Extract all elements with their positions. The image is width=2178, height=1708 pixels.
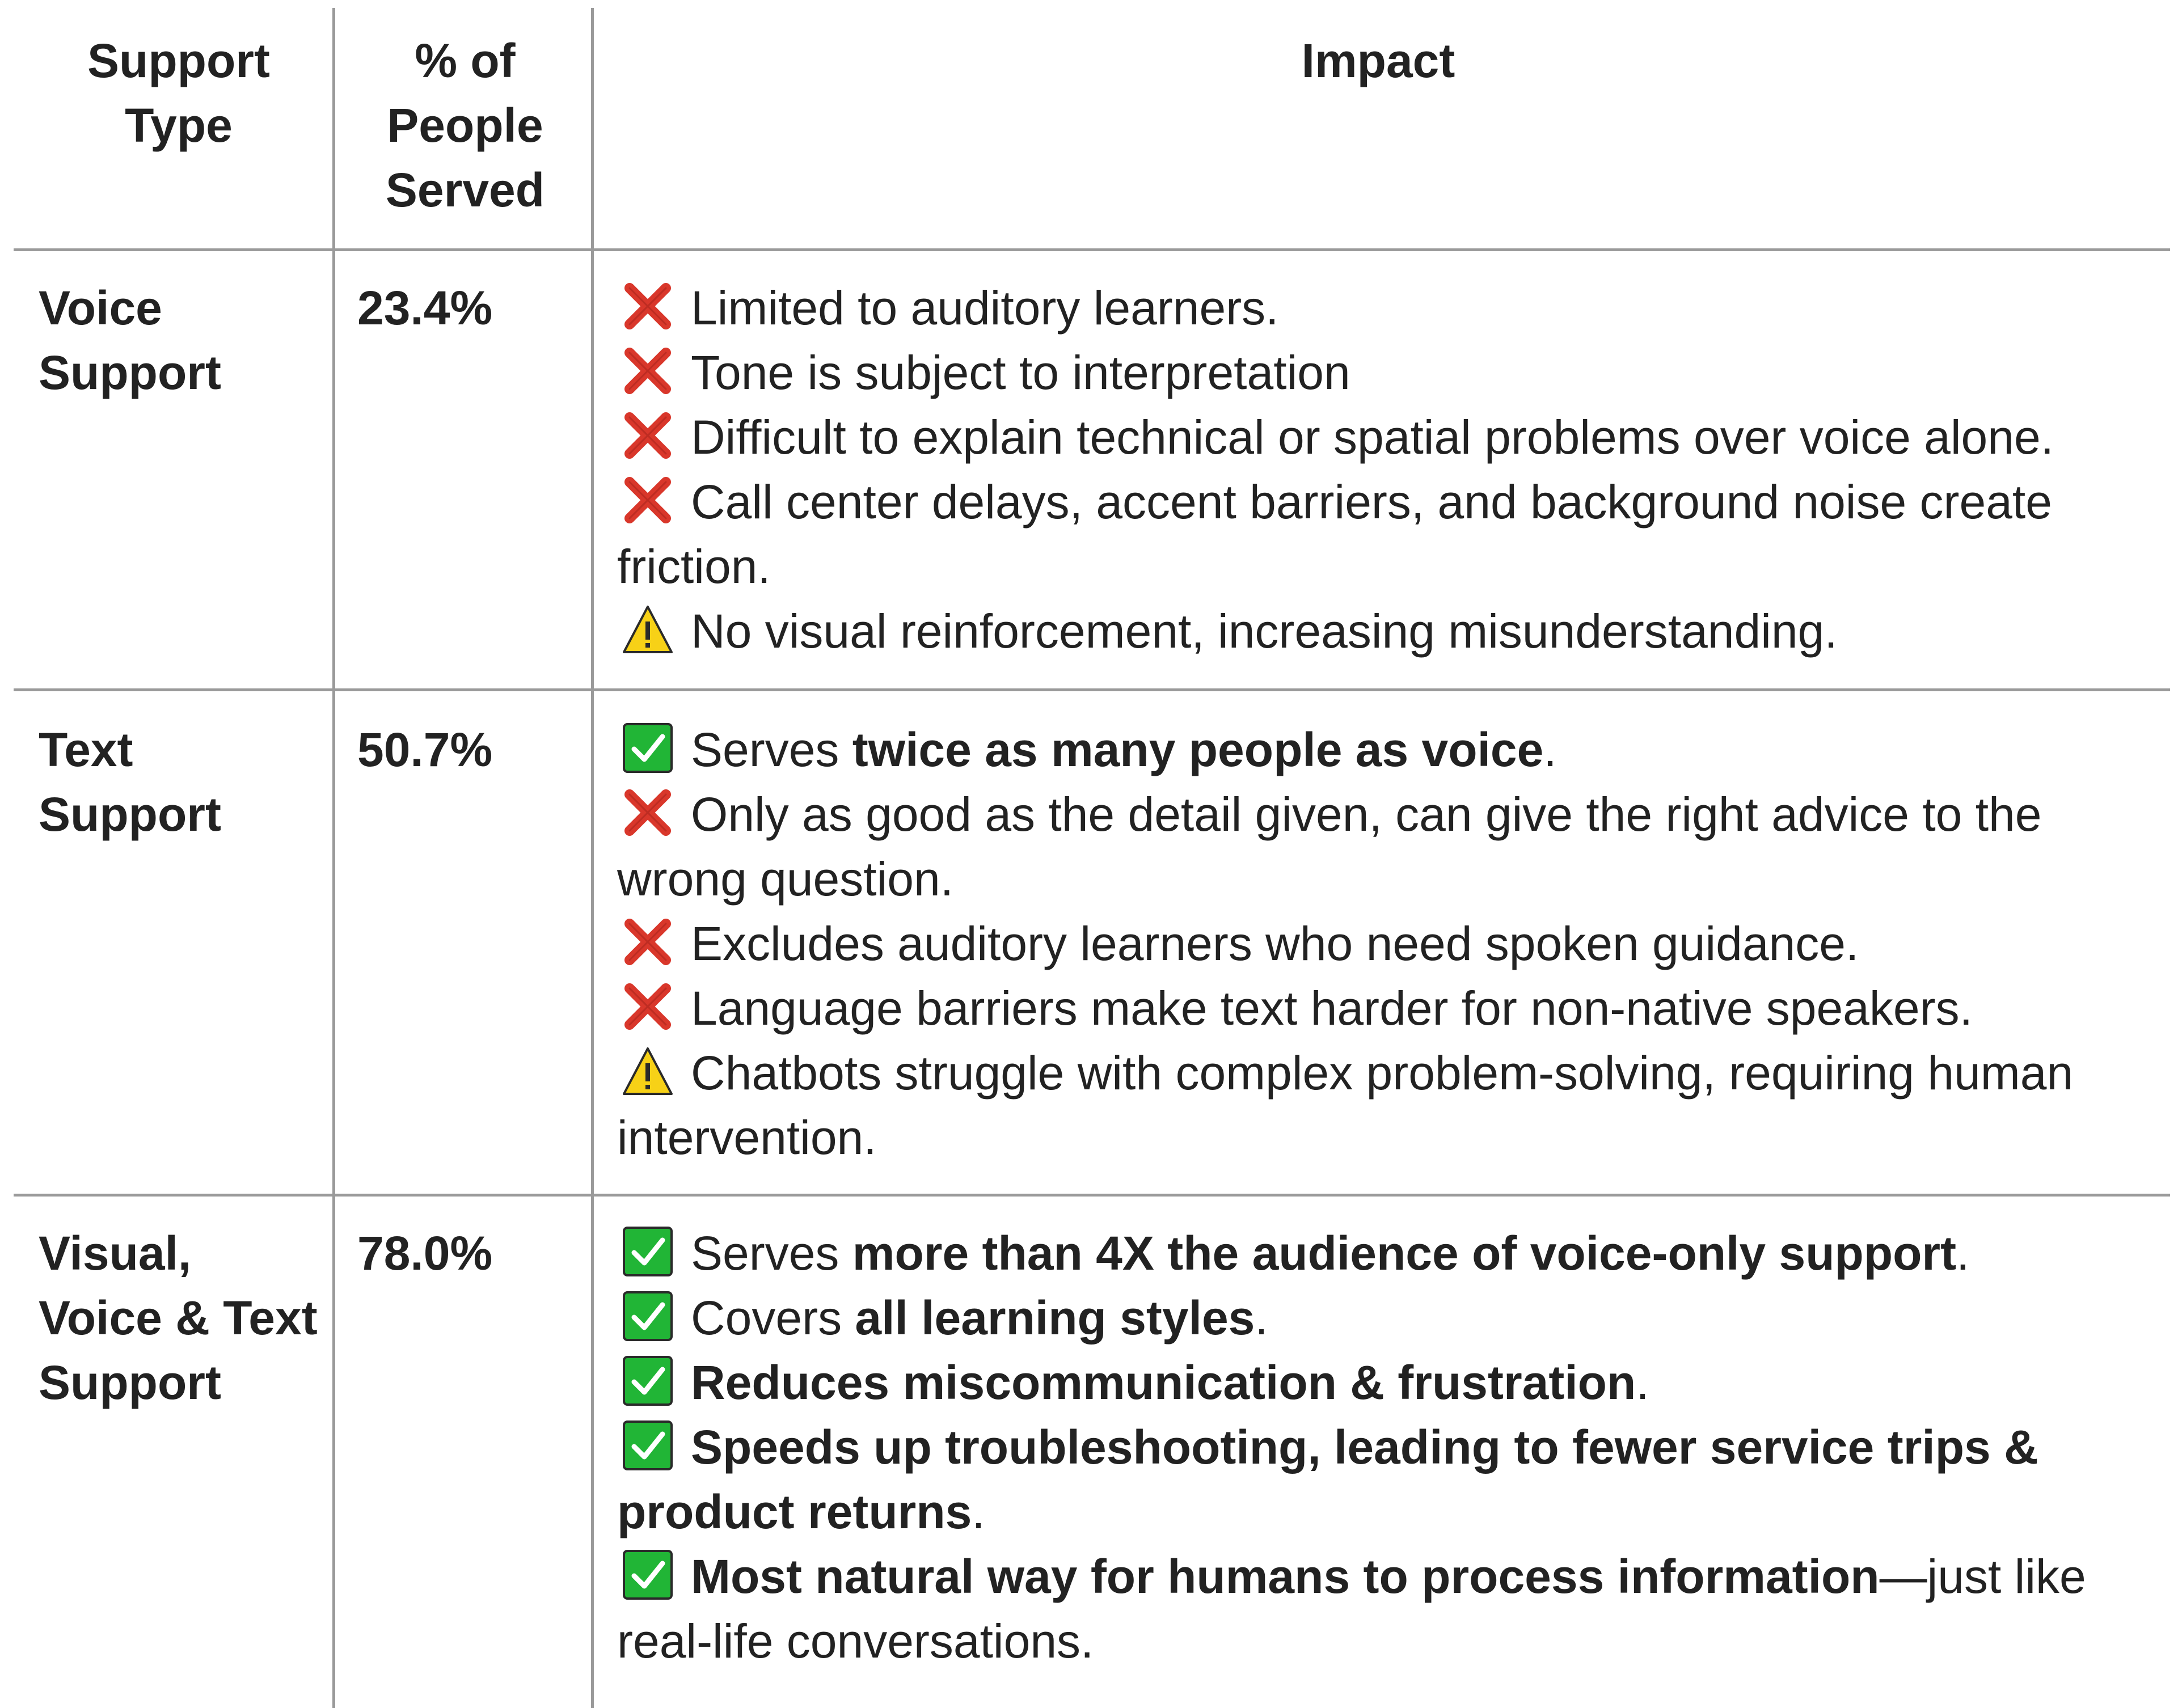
impact-item [617,470,2160,599]
header-percent-served [363,28,567,222]
check-mark-icon [622,1549,674,1601]
impact-emphasis: Speeds up troubleshooting, leading to fewer service trips & product returns [617,1420,2038,1538]
impact-text: No visual reinforcement, increasing misunderstanding. [691,604,1838,658]
impact-suffix: —just like real-life conversations. [617,1550,2086,1668]
cross-mark-icon [622,345,674,397]
impact-item [617,782,2160,911]
impact-emphasis: more than 4X the audience of voice-only support [852,1227,1957,1280]
impact-item [617,340,2160,405]
support-type-label: Visual, Voice & Text Support [39,1227,318,1409]
row-divider [14,1194,2170,1197]
percent-served-value: 23.4% [357,281,493,335]
impact-text: Limited to auditory learners. [691,281,1279,335]
row-support-type [39,276,322,405]
column-divider [332,8,335,1708]
row-percent-served [357,717,573,782]
row-impact [617,1221,2160,1673]
row-impact [617,717,2160,1170]
impact-suffix: . [1636,1356,1649,1409]
impact-suffix: . [1543,723,1557,776]
impact-item [617,1544,2160,1673]
impact-emphasis: Reduces miscommunication & frustration [691,1356,1636,1409]
impact-text: Serves [691,1227,852,1280]
check-mark-icon [622,1419,674,1472]
cross-mark-icon [622,280,674,332]
header-percent-served-label: % of People Served [385,34,545,217]
cross-mark-icon [622,980,674,1033]
impact-text: Covers [691,1291,855,1345]
impact-emphasis: twice as many people as voice [852,723,1544,776]
row-impact [617,276,2160,663]
row-support-type [39,717,322,847]
cross-mark-icon [622,916,674,968]
column-divider [591,8,594,1708]
cross-mark-icon [622,474,674,526]
cross-mark-icon [622,409,674,462]
impact-emphasis: Most natural way for humans to process information [691,1550,1880,1603]
impact-item [617,405,2160,470]
warning-icon [622,1045,674,1097]
impact-item [617,1286,2160,1350]
impact-text: Call center delays, accent barriers, and background noise create friction. [617,475,2052,593]
impact-suffix: . [1956,1227,1970,1280]
impact-text: Serves [691,723,852,776]
impact-text: Language barriers make text harder for non-native speakers. [691,982,1973,1035]
percent-served-value: 78.0% [357,1227,493,1280]
impact-text: Difficult to explain technical or spatial problems over voice alone. [691,411,2054,464]
check-mark-icon [622,722,674,774]
row-divider [14,248,2170,251]
impact-text: Excludes auditory learners who need spoken guidance. [691,917,1859,970]
cross-mark-icon [622,787,674,839]
row-percent-served [357,1221,573,1286]
header-support-type-label: Support Type [87,34,270,152]
header-impact-label: Impact [1301,34,1455,87]
impact-item [617,1041,2160,1170]
impact-suffix: . [972,1485,985,1538]
impact-item [617,276,2160,340]
support-type-label: Text Support [39,723,221,841]
impact-suffix: . [1255,1291,1268,1345]
header-support-type [34,28,323,158]
check-mark-icon [622,1355,674,1407]
impact-item [617,911,2160,976]
check-mark-icon [622,1290,674,1342]
row-divider [14,688,2170,691]
impact-emphasis: all learning styles [855,1291,1255,1345]
impact-item [617,1221,2160,1286]
warning-icon [622,603,674,656]
impact-text: Tone is subject to interpretation [691,346,1350,399]
percent-served-value: 50.7% [357,723,493,776]
impact-text: Only as good as the detail given, can give the right advice to the wrong question. [617,788,2042,906]
header-impact [613,28,2144,93]
impact-text: Chatbots struggle with complex problem-solving, requiring human intervention. [617,1046,2074,1164]
impact-item [617,717,2160,782]
impact-item [617,1415,2160,1544]
check-mark-icon [622,1225,674,1278]
impact-item [617,599,2160,663]
impact-item [617,976,2160,1041]
row-percent-served [357,276,573,340]
support-type-label: Voice Support [39,281,221,399]
impact-item [617,1350,2160,1415]
row-support-type [39,1221,322,1415]
